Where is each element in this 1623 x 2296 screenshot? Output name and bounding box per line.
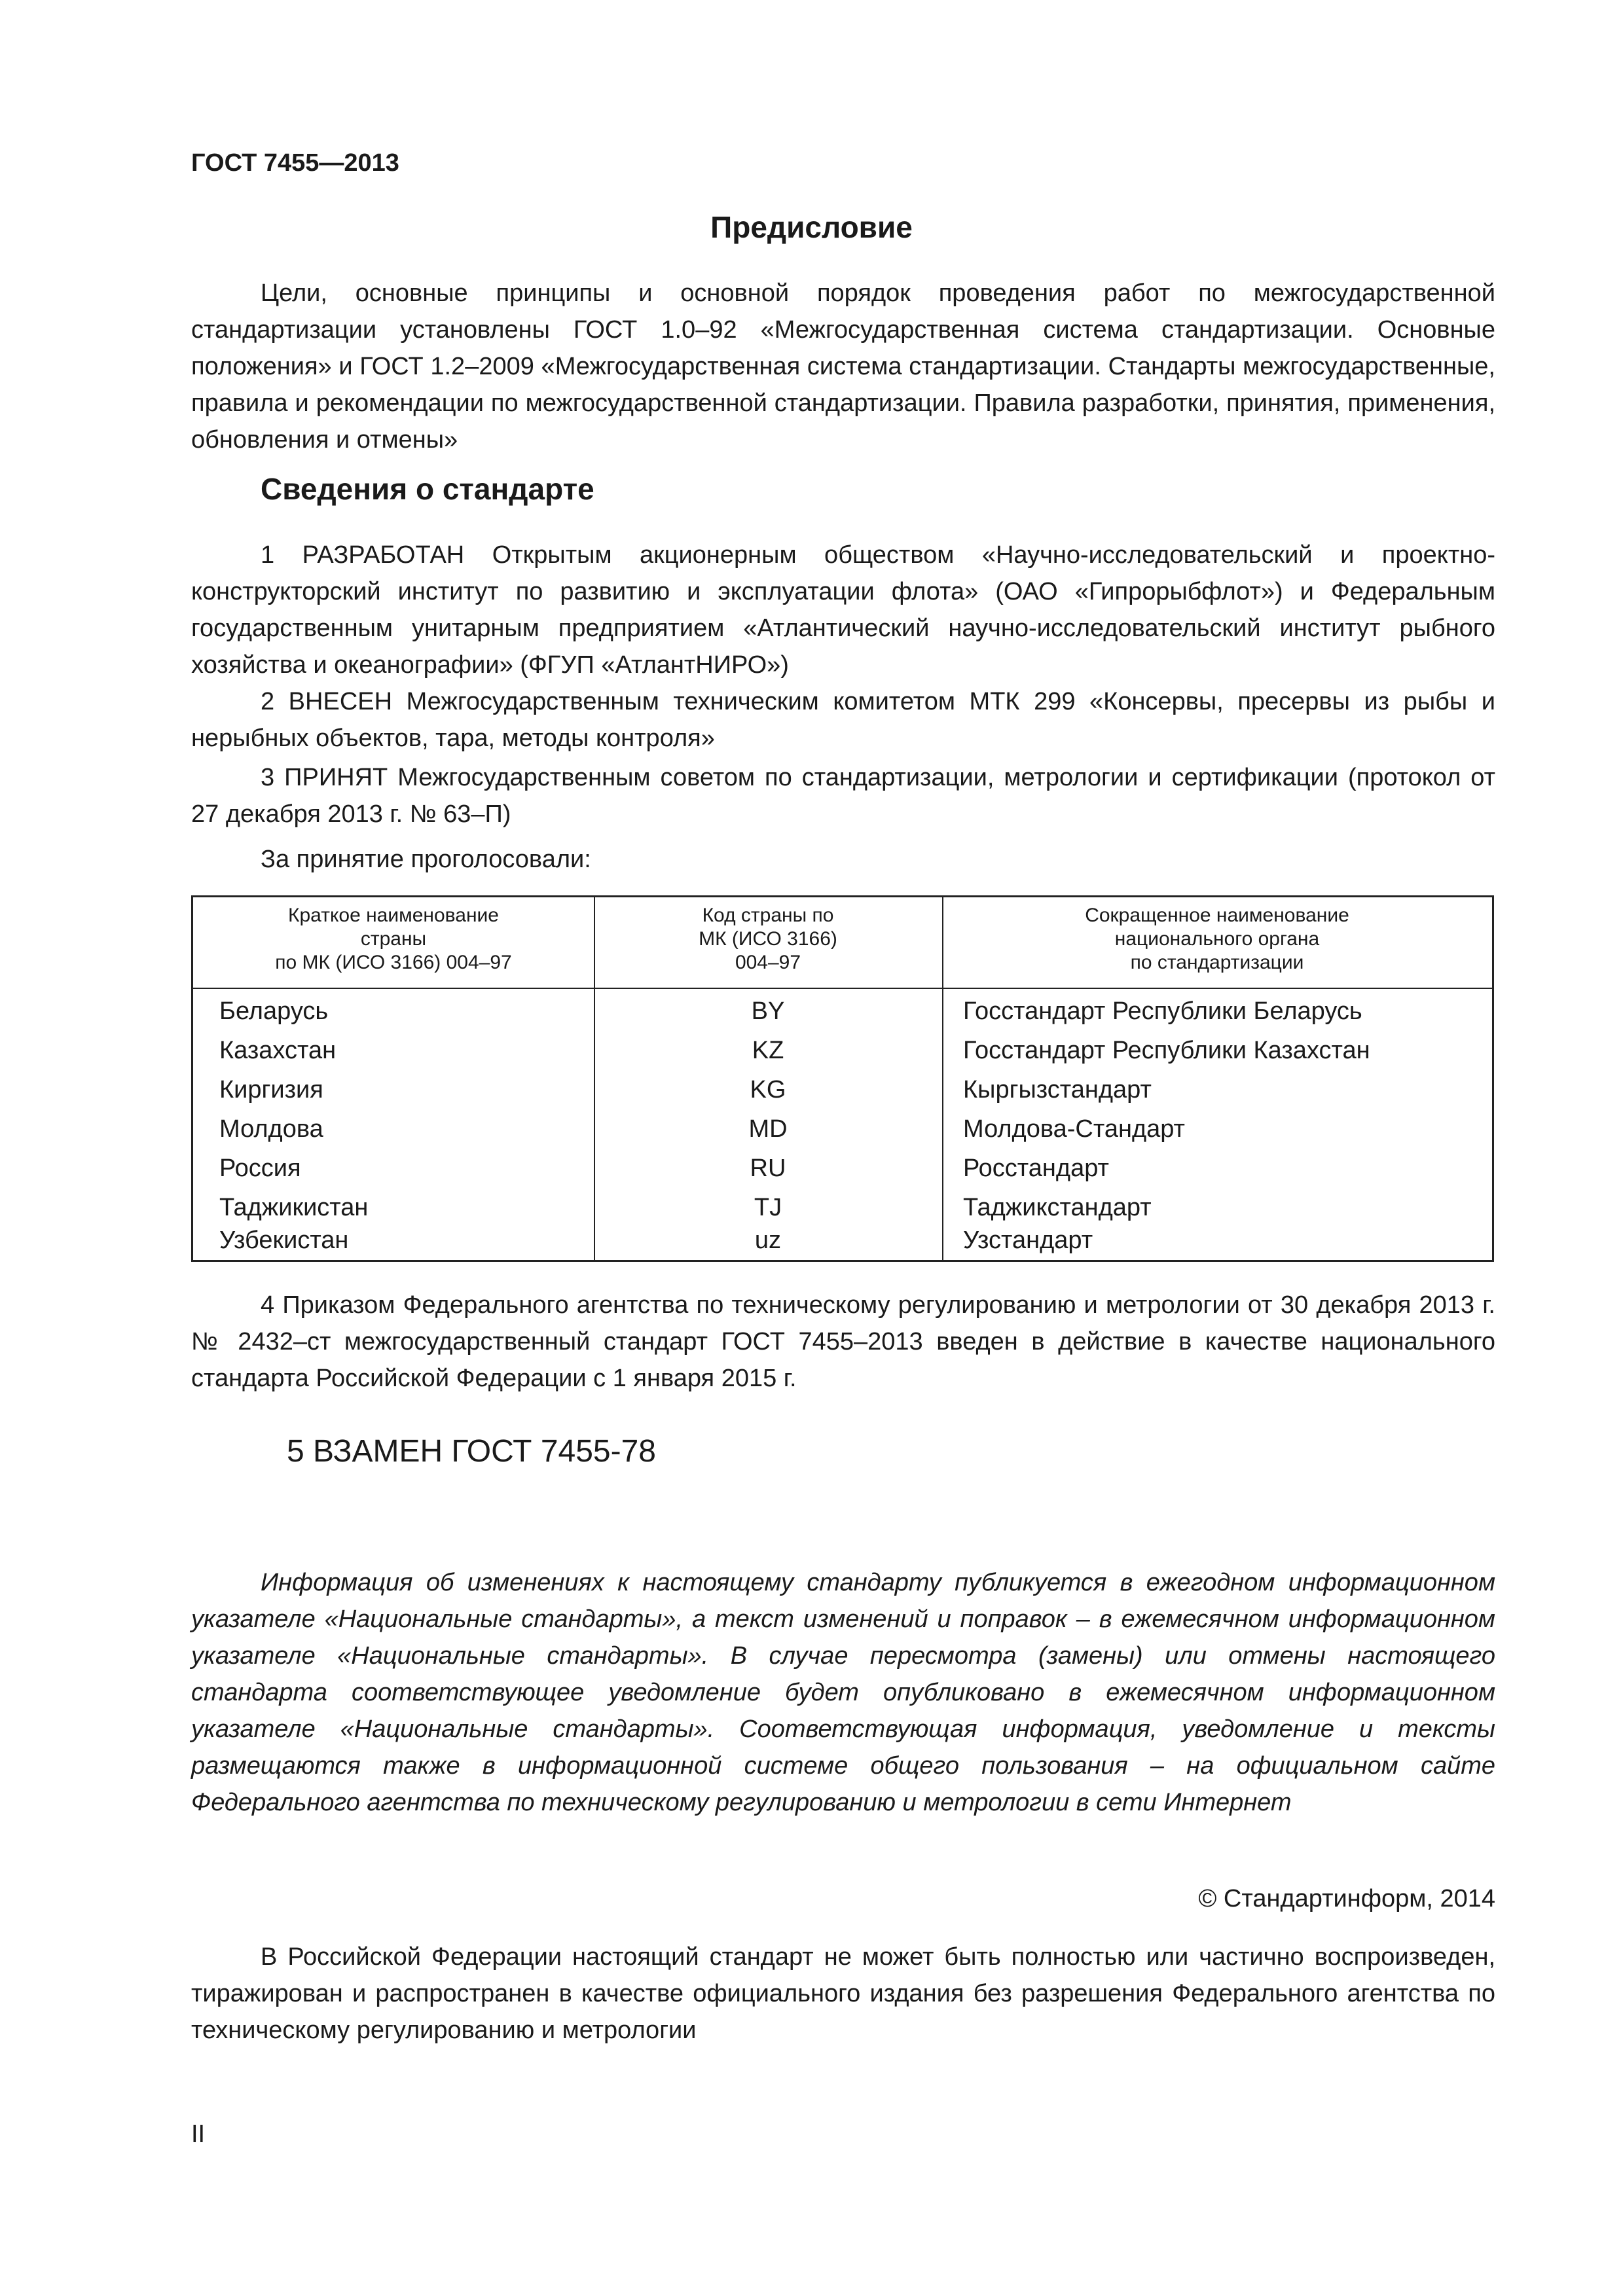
country-code: uz: [754, 1227, 782, 1254]
country-code: KG: [750, 1076, 786, 1103]
info-item-1: 1 РАЗРАБОТАН Открытым акционерным обществом «Научно-исследовательский и проектно-конструкторский институт по развитию и эксплуатации флота» (ОАО «Гипрорыбфлот») и Федеральным государственным унитарным предприятием «Атлантический научно-исследовательский институт рыбного хозяйства и океанографии» (ФГУП «АтлантНИРО»): [191, 541, 1495, 679]
table-row: [193, 1031, 1492, 1070]
preface-text: Цели, основные принципы и основной порядок проведения работ по межгосударственной стандартизации установлены ГОСТ 1.0–92 «Межгосударственная система стандартизации. Основные положения» и ГОСТ 1.2–2009 «Межгосударственная система стандартизации. Стандарты межгосударственные, правила и рекомендации по межгосударственной стандартизации. Правила разработки, принятия, применения, обновления и отмены»: [191, 279, 1495, 454]
table-header-divider: [193, 988, 1492, 989]
preface-title: Предисловие: [710, 210, 913, 244]
country-name: Казахстан: [219, 1037, 337, 1064]
info-item-4: 4 Приказом Федерального агентства по техническому регулированию и метрологии от 30 декабря 2013 г. № 2432–ст межгосударственный стандарт ГОСТ 7455–2013 введен в действие в качестве национального стандарта Российской Федерации с 1 января 2015 г.: [191, 1291, 1495, 1392]
table-header-agency: Сокращенное наименование национального органа по стандартизации: [1085, 905, 1349, 973]
country-name: Узбекистан: [219, 1227, 349, 1254]
vote-caption: За принятие проголосовали:: [261, 846, 591, 873]
country-code: RU: [750, 1155, 786, 1182]
table-header-country: Краткое наименование страны по МК (ИСО 3166) 004–97: [275, 905, 512, 973]
table-row: [193, 992, 1492, 1031]
voting-table: [191, 895, 1494, 1262]
info-item-3: 3 ПРИНЯТ Межгосударственным советом по стандартизации, метрологии и сертификации (протокол от 27 декабря 2013 г. № 63–П): [191, 764, 1495, 828]
country-name: Таджикистан: [219, 1194, 369, 1221]
info-item-2: 2 ВНЕСЕН Межгосударственным техническим комитетом МТК 299 «Консервы, пресервы из рыбы и нерыбных объектов, тара, методы контроля»: [191, 688, 1495, 752]
country-code: KZ: [752, 1037, 784, 1064]
country-code: MD: [748, 1115, 788, 1143]
country-name: Киргизия: [219, 1076, 323, 1103]
rights-notice: В Российской Федерации настоящий стандарт не может быть полностью или частично воспроизведен, тиражирован и распространен в качестве официального издания без разрешения Федерального агентства по техническому регулированию и метрологии: [191, 1943, 1495, 2044]
table-header-code: Код страны по МК (ИСО 3166) 004–97: [699, 905, 837, 973]
agency-name: Узстандарт: [963, 1227, 1093, 1254]
agency-name: Росстандарт: [963, 1155, 1109, 1182]
country-code: TJ: [754, 1194, 782, 1221]
country-name: Россия: [219, 1155, 301, 1182]
agency-name: Молдова-Стандарт: [963, 1115, 1185, 1143]
agency-name: Кыргызстандарт: [963, 1076, 1152, 1103]
country-code: BY: [751, 997, 785, 1025]
agency-name: Госстандарт Республики Беларусь: [963, 997, 1362, 1025]
copyright: © Стандартинформ, 2014: [1198, 1885, 1495, 1912]
document-code: ГОСТ 7455—2013: [191, 149, 399, 177]
changes-notice: Информация об изменениях к настоящему стандарту публикуется в ежегодном информационном указателе «Национальные стандарты», а текст изменений и поправок – в ежемесячном информационном указателе «Национальные стандарты». В случае пересмотра (замены) или отмены настоящего стандарта соответствующее уведомление будет опубликовано в ежемесячном информационном указателе «Национальные стандарты». Соответствующая информация, уведомление и тексты размещаются также в информационной системе общего пользования – на официальном сайте Федерального агентства по техническому регулированию и метрологии в сети Интернет: [191, 1569, 1495, 1816]
table-row: [193, 1109, 1492, 1149]
country-name: Молдова: [219, 1115, 323, 1143]
table-row: [193, 1221, 1492, 1260]
table-row: [193, 1149, 1492, 1188]
standard-info-title: Сведения о стандарте: [261, 472, 594, 506]
agency-name: Госстандарт Республики Казахстан: [963, 1037, 1370, 1064]
agency-name: Таджикстандарт: [963, 1194, 1152, 1221]
country-name: Беларусь: [219, 997, 329, 1025]
table-row: [193, 1070, 1492, 1109]
page-number: II: [191, 2121, 206, 2148]
info-item-5: 5 ВЗАМЕН ГОСТ 7455-78: [287, 1434, 656, 1469]
